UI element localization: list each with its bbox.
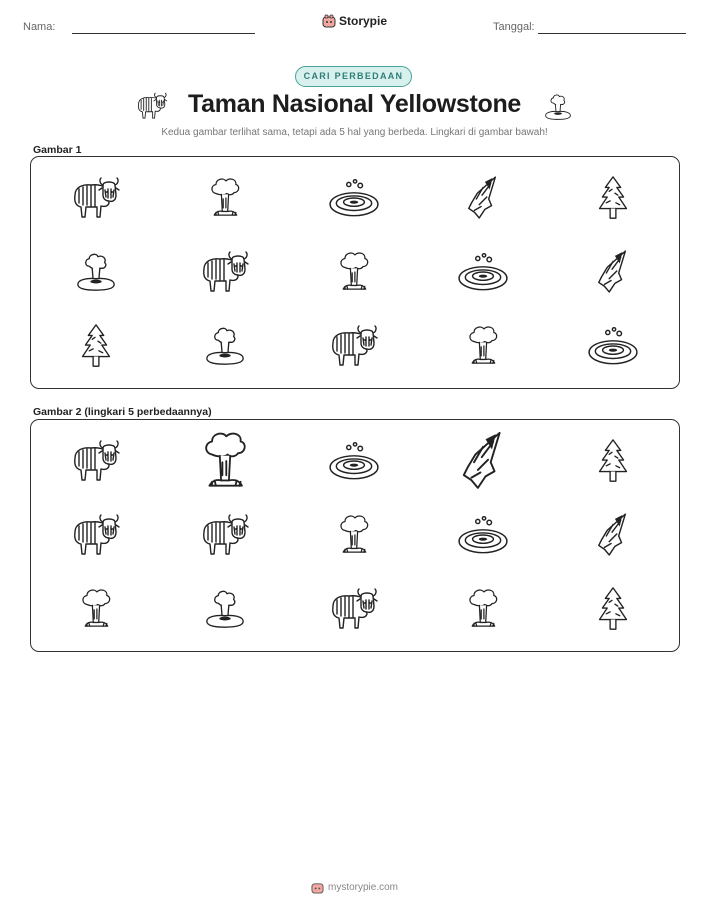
- picture-1-label: Gambar 1: [33, 144, 82, 156]
- geyser-icon: [78, 586, 114, 632]
- picture-cell: [433, 309, 533, 383]
- brand-name: Storypie: [339, 14, 388, 28]
- date-label: Tanggal:: [493, 21, 535, 33]
- picture-2-panel[interactable]: [30, 419, 680, 652]
- arrowhead-icon: [594, 511, 632, 559]
- pine-tree-icon: [595, 585, 631, 633]
- picture-cell[interactable]: [433, 424, 533, 498]
- picture-cell[interactable]: [304, 424, 404, 498]
- picture-cell[interactable]: [433, 498, 533, 572]
- picture-cell: [175, 161, 275, 235]
- task-badge: CARI PERBEDAAN: [295, 66, 412, 87]
- bison-icon: [329, 323, 379, 369]
- storypie-mascot-icon: [311, 881, 324, 894]
- picture-cell[interactable]: [304, 572, 404, 646]
- storypie-mascot-icon: [322, 14, 336, 28]
- picture-cell[interactable]: [46, 572, 146, 646]
- picture-cell[interactable]: [175, 572, 275, 646]
- picture-cell: [46, 235, 146, 309]
- geyser-crater-icon: [203, 587, 247, 631]
- picture-cell[interactable]: [304, 498, 404, 572]
- hot-spring-icon: [328, 440, 380, 482]
- picture-cell: [304, 235, 404, 309]
- bison-icon: [329, 586, 379, 632]
- arrowhead-icon: [594, 248, 632, 296]
- bison-icon: [200, 512, 250, 558]
- picture-cell: [563, 309, 663, 383]
- geyser-icon: [199, 427, 251, 495]
- geyser-icon: [207, 175, 243, 221]
- picture-cell[interactable]: [46, 424, 146, 498]
- title-geyser-icon: [543, 92, 573, 122]
- date-line[interactable]: [538, 33, 686, 34]
- pine-tree-icon: [78, 322, 114, 370]
- pine-tree-icon: [595, 437, 631, 485]
- geyser-icon: [336, 512, 372, 558]
- name-label: Nama:: [23, 21, 56, 33]
- instructions: Kedua gambar terlihat sama, tetapi ada 5 hal yang berbeda. Lingkari di gambar bawah!: [161, 127, 548, 138]
- pine-tree-icon: [595, 174, 631, 222]
- footer-site: mystorypie.com: [327, 882, 398, 893]
- picture-cell[interactable]: [433, 572, 533, 646]
- picture-cell: [304, 161, 404, 235]
- picture-cell: [175, 235, 275, 309]
- picture-cell: [433, 161, 533, 235]
- picture-cell: [563, 161, 663, 235]
- geyser-icon: [465, 586, 501, 632]
- picture-cell[interactable]: [563, 498, 663, 572]
- footer: [0, 881, 709, 894]
- page-title: Taman Nasional Yellowstone: [187, 90, 522, 118]
- geyser-icon: [336, 249, 372, 295]
- hot-spring-icon: [457, 514, 509, 556]
- bison-icon: [71, 175, 121, 221]
- arrowhead-icon: [464, 174, 502, 222]
- bison-icon: [200, 249, 250, 295]
- picture-cell[interactable]: [563, 572, 663, 646]
- hot-spring-icon: [328, 177, 380, 219]
- geyser-crater-icon: [74, 250, 118, 294]
- geyser-crater-icon: [203, 324, 247, 368]
- picture-cell: [175, 309, 275, 383]
- picture-1-panel: [30, 156, 680, 389]
- hot-spring-icon: [587, 325, 639, 367]
- picture-2-label: Gambar 2 (lingkari 5 perbedaannya): [33, 406, 212, 418]
- picture-cell[interactable]: [175, 424, 275, 498]
- picture-cell: [46, 161, 146, 235]
- hot-spring-icon: [457, 251, 509, 293]
- brand-logo: [322, 14, 387, 28]
- geyser-icon: [465, 323, 501, 369]
- picture-cell[interactable]: [175, 498, 275, 572]
- picture-cell: [304, 309, 404, 383]
- picture-cell[interactable]: [563, 424, 663, 498]
- name-line[interactable]: [72, 33, 255, 34]
- picture-cell: [46, 309, 146, 383]
- arrowhead-icon: [457, 429, 509, 493]
- picture-cell[interactable]: [46, 498, 146, 572]
- bison-icon: [71, 512, 121, 558]
- picture-cell: [563, 235, 663, 309]
- picture-cell: [433, 235, 533, 309]
- bison-icon: [71, 438, 121, 484]
